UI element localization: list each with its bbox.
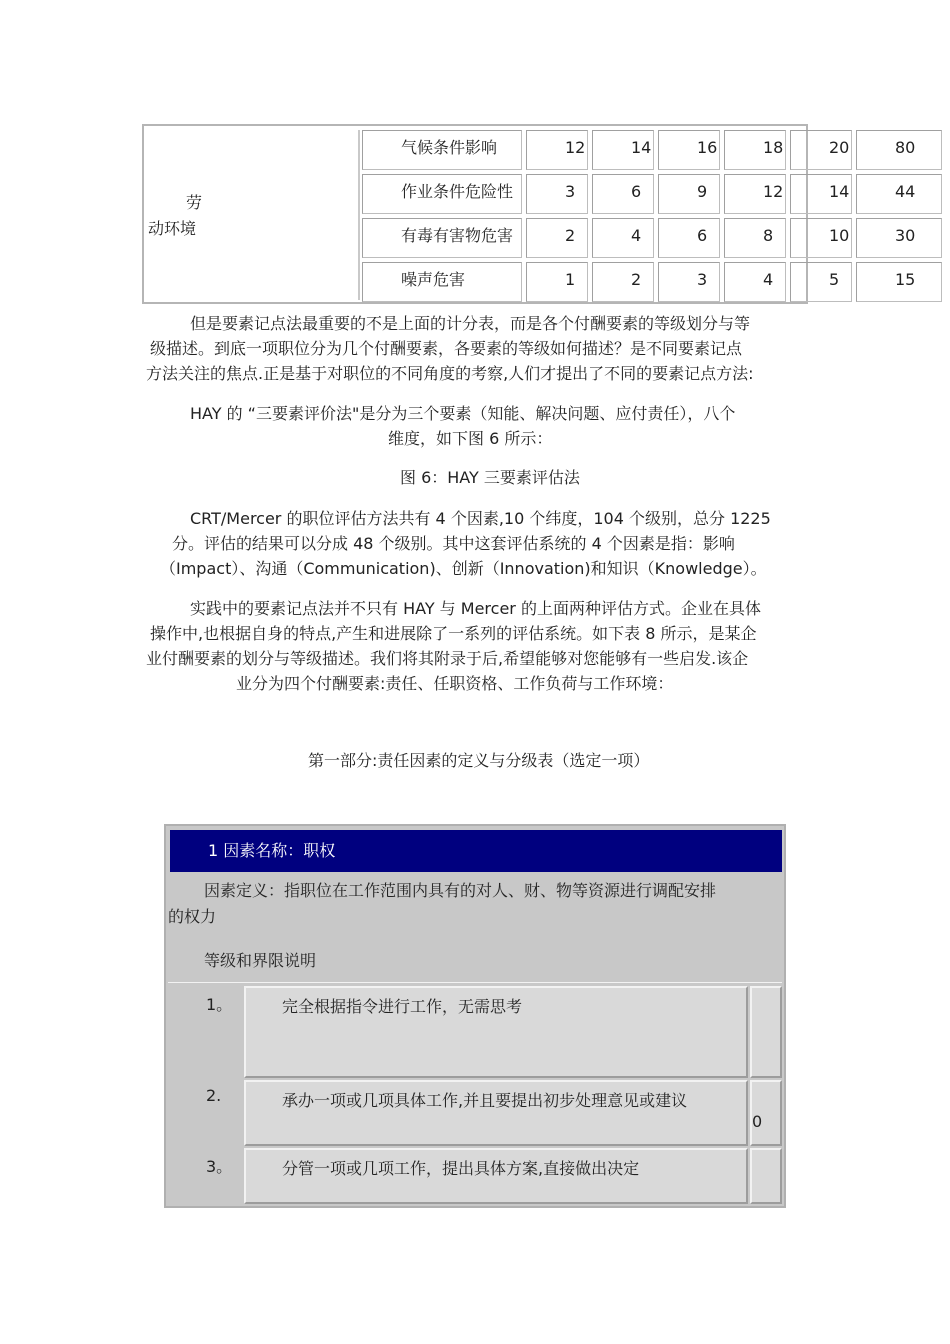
value-cell: 14 [592, 130, 654, 170]
total-cell: 44 [856, 174, 942, 214]
section-title: 第一部分:责任因素的定义与分级表（选定一项） [308, 751, 650, 770]
level-number: 3。 [206, 1157, 233, 1176]
level-extra-cell [750, 1080, 782, 1146]
value-cell: 12 [526, 130, 588, 170]
category-label-line1: 劳 [186, 193, 203, 212]
value-cell: 18 [724, 130, 786, 170]
value-cell: 6 [658, 218, 720, 258]
level-number-cell [168, 984, 242, 1076]
value-cell: 20 [790, 130, 852, 170]
value-cell: 16 [658, 130, 720, 170]
factor-definition-line2: 的权力 [168, 907, 217, 926]
level-description-cell [244, 986, 748, 1078]
total-cell: 30 [856, 218, 942, 258]
level-description: 完全根据指令进行工作，无需思考 [282, 997, 523, 1016]
paragraph-line: HAY 的 “三要素评价法"是分为三个要素（知能、解决问题、应付责任），八个 [190, 404, 736, 423]
total-cell: 80 [856, 130, 942, 170]
table-row [362, 172, 916, 216]
paragraph-line: 维度，如下图 6 所示： [388, 429, 553, 448]
level-extra-cell [750, 1148, 782, 1204]
divider [168, 982, 782, 983]
row-name-cell: 有毒有害物危害 [362, 218, 522, 258]
table-row [362, 128, 916, 172]
paragraph-line: 方法关注的焦点.正是基于对职位的不同角度的考察,人们才提出了不同的要素记点方法: [146, 364, 754, 383]
level-number-cell [168, 1078, 242, 1144]
category-cell [148, 130, 360, 300]
value-cell: 4 [724, 262, 786, 302]
level-description-cell [244, 1080, 748, 1146]
table-row [362, 216, 916, 260]
paragraph-line: 分。评估的结果可以分成 48 个级别。其中这套评估系统的 4 个因素是指：影响 [172, 534, 735, 553]
paragraph-line: 业分为四个付酬要素:责任、任职资格、工作负荷与工作环境： [236, 674, 674, 693]
level-number: 1。 [206, 995, 233, 1014]
value-cell: 2 [526, 218, 588, 258]
value-cell: 3 [526, 174, 588, 214]
value-cell: 2 [592, 262, 654, 302]
table-row [362, 260, 916, 304]
level-number-cell [168, 1146, 242, 1204]
level-description: 分管一项或几项工作，提出具体方案,直接做出决定 [282, 1159, 640, 1178]
level-description-cell [244, 1148, 748, 1204]
level-number: 2. [206, 1086, 222, 1105]
factor-header [170, 830, 782, 872]
row-name-cell: 气候条件影响 [362, 130, 522, 170]
paragraph-line: 但是要素记点法最重要的不是上面的计分表，而是各个付酬要素的等级划分与等 [190, 314, 751, 333]
value-cell: 8 [724, 218, 786, 258]
value-cell: 14 [790, 174, 852, 214]
value-cell: 1 [526, 262, 588, 302]
paragraph-line: 业付酬要素的划分与等级描述。我们将其附录于后,希望能够对您能够有一些启发.该企 [146, 649, 749, 668]
score-table [142, 124, 916, 304]
factor-definition-line1: 因素定义：指职位在工作范围内具有的对人、财、物等资源进行调配安排 [204, 881, 717, 900]
value-cell: 4 [592, 218, 654, 258]
factor-table [164, 824, 786, 1208]
level-extra: 0 [752, 1112, 763, 1131]
factor-header-text: 1 因素名称：职权 [208, 841, 336, 860]
levels-heading: 等级和界限说明 [204, 951, 317, 970]
paragraph-line: （Impact）、沟通（Communication)、创新（Innovation)和知识（Knowledge）。 [160, 559, 767, 578]
value-cell: 9 [658, 174, 720, 214]
value-cell: 12 [724, 174, 786, 214]
figure-caption: 图 6：HAY 三要素评估法 [400, 468, 580, 487]
paragraph-line: 实践中的要素记点法并不只有 HAY 与 Mercer 的上面两种评估方式。企业在具体 [190, 599, 761, 618]
paragraph-line: 级描述。到底一项职位分为几个付酬要素，各要素的等级如何描述？是不同要素记点 [150, 339, 743, 358]
value-cell: 6 [592, 174, 654, 214]
value-cell: 3 [658, 262, 720, 302]
level-extra-cell [750, 986, 782, 1078]
value-cell: 10 [790, 218, 852, 258]
paragraph-line: CRT/Mercer 的职位评估方法共有 4 个因素,10 个纬度，104 个级别，总分 1225 [190, 509, 771, 528]
value-cell: 5 [790, 262, 852, 302]
paragraph-line: 操作中,也根据自身的特点,产生和进展除了一系列的评估系统。如下表 8 所示，是某企 [150, 624, 757, 643]
row-name-cell: 作业条件危险性 [362, 174, 522, 214]
level-description: 承办一项或几项具体工作,并且要提出初步处理意见或建议 [282, 1091, 688, 1110]
row-name-cell: 噪声危害 [362, 262, 522, 302]
category-label-line2: 动环境 [148, 219, 197, 238]
total-cell: 15 [856, 262, 942, 302]
